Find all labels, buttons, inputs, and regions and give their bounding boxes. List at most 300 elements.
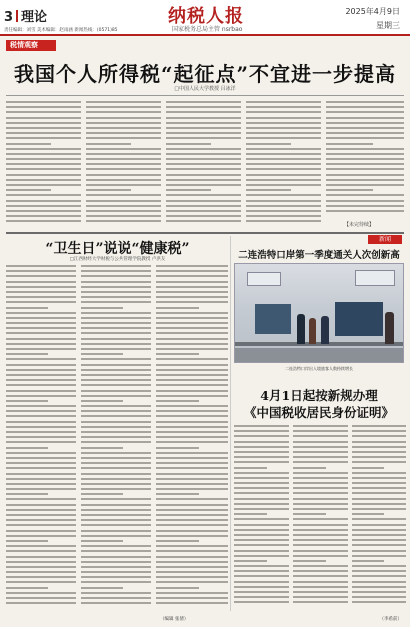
body-text-line [156,478,228,480]
body-text-line [166,106,241,108]
body-text-line [6,509,76,511]
lead-column-2 [86,101,161,226]
body-text-line [81,390,151,392]
body-text-line [234,539,289,541]
body-text-line [6,291,76,293]
body-text-line [6,215,81,217]
body-text-line [81,447,123,449]
body-text-line [156,286,228,288]
body-text-line [6,571,76,573]
body-text-line [166,184,241,186]
body-text-line [6,421,76,423]
body-text-line [156,353,199,355]
body-text-line [6,127,81,129]
body-text-line [246,200,321,202]
body-text-line [166,215,241,217]
body-text-line [6,566,76,568]
lead-story-byline: □中国人民大学教授 吕冰洋 [174,86,236,92]
body-text-line [6,174,81,176]
body-text-line [156,447,199,449]
body-text-line [81,405,151,407]
body-text-line [6,364,76,366]
body-text-line [156,597,228,599]
body-text-line [352,555,406,557]
body-text-line [293,601,348,603]
body-text-line [352,503,406,505]
body-text-line [6,312,76,314]
body-text-line [234,508,289,510]
second-story-byline: □江西财经大学财税与公共管理学院教授 卢洪友 [69,257,166,262]
body-text-line [156,322,228,324]
body-text-line [166,174,241,176]
body-text-line [156,462,228,464]
body-text-line [81,602,151,604]
body-text-line [293,451,348,453]
body-text-line [246,153,321,155]
body-text-line [234,601,289,603]
body-text-line [156,488,228,490]
lead-column-5 [326,101,404,215]
body-text-line [156,576,228,578]
body-text-line [6,148,81,150]
third-story-title [232,387,406,421]
body-text-line [6,220,81,222]
body-text-line [6,317,76,319]
body-text-line [6,189,51,191]
body-text-line [156,307,199,309]
body-text-line [6,457,76,459]
body-text-line [293,482,348,484]
body-text-line [81,327,151,329]
body-text-line [166,122,241,124]
body-text-line [352,492,406,494]
body-text-line [246,127,321,129]
body-text-line [6,153,81,155]
body-text-line [352,513,384,515]
body-text-line [352,482,406,484]
body-text-line [293,550,348,552]
lead-story-tag: 税情观察 [6,40,56,51]
body-text-line [156,457,228,459]
body-text-line [81,400,123,402]
lead-title-rule [6,95,404,96]
body-text-line [81,514,151,516]
column-separator [230,236,231,611]
body-text-line [352,575,406,577]
body-text-line [166,205,241,207]
body-text-line [234,596,289,598]
body-text-line [246,205,321,207]
body-text-line [6,307,48,309]
body-text-line [6,168,81,170]
body-text-line [293,498,348,500]
body-text-line [6,452,76,454]
body-text-line [6,493,48,495]
body-text-line [81,571,151,573]
body-text-line [352,461,406,463]
body-text-line [156,343,228,345]
body-text-line [81,436,151,438]
body-text-line [156,405,228,407]
body-text-line [86,137,161,139]
body-text-line [6,137,81,139]
body-text-line [293,461,348,463]
body-text-line [156,374,228,376]
body-text-line [156,317,228,319]
body-text-line [234,550,289,552]
body-text-line [246,158,321,160]
body-text-line [326,117,404,119]
body-text-line [6,592,76,594]
second-column-2 [81,265,151,607]
body-text-line [166,168,241,170]
body-text-line [293,425,348,427]
body-text-line [293,539,348,541]
body-text-line [234,461,289,463]
body-text-line [81,519,151,521]
editor-credits: 责任编辑：刘雪 美术编辑：赵雨涵 新闻热线：(0571)85 [4,28,118,33]
body-text-line [156,281,228,283]
body-text-line [86,189,131,191]
body-text-line [81,493,123,495]
body-text-line [166,189,211,191]
body-text-line [234,529,289,531]
body-text-line [6,163,81,165]
body-text-line [6,205,81,207]
body-text-line [156,421,228,423]
body-text-line [166,137,241,139]
body-text-line [81,369,151,371]
body-text-line [81,317,151,319]
body-text-line [6,275,76,277]
body-text-line [6,265,76,267]
body-text-line [156,509,228,511]
body-text-line [326,174,404,176]
body-text-line [156,441,228,443]
body-text-line [6,132,81,134]
body-text-line [352,441,406,443]
body-text-line [86,179,161,181]
body-text-line [81,535,151,537]
body-text-line [81,281,151,283]
body-text-line [246,215,321,217]
photo-booth [255,304,291,334]
body-text-line [81,291,151,293]
body-text-line [6,358,76,360]
body-text-line [326,158,404,160]
body-text-line [81,312,151,314]
body-text-line [86,153,161,155]
masthead-title: 纳税人报 [168,6,244,27]
body-text-line [234,492,289,494]
body-text-line [6,447,48,449]
body-text-line [6,296,76,298]
body-text-line [6,514,76,516]
body-text-line [156,296,228,298]
body-text-line [156,332,228,334]
body-text-line [6,545,76,547]
body-text-line [86,117,161,119]
body-text-line [293,518,348,520]
body-text-line [81,301,151,303]
body-text-line [156,338,228,340]
body-text-line [6,200,81,202]
body-text-line [234,575,289,577]
body-text-line [352,451,406,453]
body-text-line [246,179,321,181]
body-text-line [6,530,76,532]
body-text-line [234,456,289,458]
body-text-line [6,374,76,376]
body-text-line [326,101,404,103]
body-text-line [326,179,404,181]
body-text-line [81,597,151,599]
body-text-line [6,535,76,537]
body-text-line [156,410,228,412]
issue-date [345,5,400,33]
body-text-line [156,556,228,558]
body-text-line [293,503,348,505]
body-text-line [352,446,406,448]
body-text-line [234,524,289,526]
third-story-end-note: （李希前） [379,617,402,622]
body-text-line [326,153,404,155]
body-text-line [6,498,76,500]
body-text-line [86,194,161,196]
body-text-line [81,488,151,490]
issue-weekday: 星期三 [376,21,400,30]
body-text-line [352,467,384,469]
body-text-line [81,473,151,475]
body-text-line [166,143,211,145]
body-text-line [6,431,76,433]
body-text-line [6,194,81,196]
body-text-line [6,117,81,119]
body-text-line [86,215,161,217]
body-text-line [326,194,404,196]
body-text-line [234,441,289,443]
body-text-line [6,327,76,329]
body-text-line [246,168,321,170]
body-text-line [6,348,76,350]
body-text-line [352,498,406,500]
section-name: 理论 [21,10,48,25]
body-text-line [6,576,76,578]
body-text-line [326,148,404,150]
body-text-line [293,456,348,458]
body-text-line [81,265,151,267]
body-text-line [293,565,348,567]
body-text-line [293,467,326,469]
second-column-3 [156,265,228,607]
body-text-line [6,488,76,490]
second-story-end-note: （编辑 张倩） [160,617,189,622]
photo-story-tag: 新闻 [368,235,402,244]
body-text-line [352,508,406,510]
body-text-line [166,127,241,129]
body-text-line [326,132,404,134]
body-text-line [86,220,161,222]
body-text-line [6,332,76,334]
body-text-line [156,504,228,506]
body-text-line [352,550,406,552]
body-text-line [81,348,151,350]
body-text-line [166,158,241,160]
body-text-line [6,400,48,402]
body-text-line [246,189,291,191]
body-text-line [156,384,228,386]
body-text-line [6,379,76,381]
body-text-line [156,545,228,547]
body-text-line [81,462,151,464]
body-text-line [6,519,76,521]
body-text-line [156,426,228,428]
body-text-line [156,348,228,350]
body-text-line [81,421,151,423]
body-text-line [352,456,406,458]
body-text-line [81,338,151,340]
body-text-line [86,127,161,129]
body-text-line [352,435,406,437]
body-text-line [156,524,228,526]
body-text-line [156,358,228,360]
body-text-line [326,184,404,186]
lead-column-3 [166,101,241,226]
body-text-line [293,472,348,474]
body-text-line [166,132,241,134]
body-text-line [81,364,151,366]
body-text-line [234,498,289,500]
body-text-line [86,184,161,186]
body-text-line [81,576,151,578]
body-text-line [246,194,321,196]
body-text-line [81,426,151,428]
body-text-line [6,270,76,272]
body-text-line [326,111,404,113]
body-text-line [293,570,348,572]
body-text-line [234,425,289,427]
body-text-line [6,483,76,485]
body-text-line [166,179,241,181]
section-divider [16,10,18,22]
body-text-line [352,565,406,567]
body-text-line [166,117,241,119]
body-text-line [156,390,228,392]
body-text-line [293,586,348,588]
body-text-line [6,462,76,464]
body-text-line [6,436,76,438]
third-column-3 [352,425,406,607]
page-number: 3 [4,10,14,25]
body-text-line [234,555,289,557]
body-text-line [81,296,151,298]
body-text-line [293,435,348,437]
body-text-line [6,540,48,542]
body-text-line [246,143,291,145]
body-text-line [234,534,289,536]
photo-screen [355,270,395,286]
photo-traveller [321,316,329,344]
body-text-line [81,431,151,433]
body-text-line [352,544,406,546]
body-text-line [234,430,289,432]
body-text-line [352,591,406,593]
photo-floor [235,348,404,363]
body-text-line [326,137,404,139]
body-text-line [6,111,81,113]
body-text-line [6,587,48,589]
body-text-line [293,492,348,494]
body-text-line [352,518,406,520]
body-text-line [326,163,404,165]
lead-column-1 [6,101,81,226]
body-text-line [166,200,241,202]
body-text-line [6,143,51,145]
body-text-line [326,200,404,202]
body-text-line [352,581,406,583]
body-text-line [6,473,76,475]
body-text-line [156,530,228,532]
body-text-line [156,483,228,485]
body-text-line [293,524,348,526]
body-text-line [81,566,151,568]
body-text-line [81,587,123,589]
body-text-line [81,353,123,355]
body-text-line [234,581,289,583]
body-text-line [246,101,321,103]
body-text-line [81,275,151,277]
body-text-line [6,106,81,108]
body-text-line [6,410,76,412]
body-text-line [86,210,161,212]
body-text-line [156,395,228,397]
body-text-line [234,487,289,489]
body-text-line [6,158,81,160]
body-text-line [6,524,76,526]
body-text-line [81,467,151,469]
body-text-line [234,446,289,448]
body-text-line [156,452,228,454]
body-text-line [246,122,321,124]
body-text-line [234,472,289,474]
body-text-line [293,430,348,432]
body-text-line [352,534,406,536]
body-text-line [246,111,321,113]
body-text-line [81,556,151,558]
body-text-line [156,431,228,433]
body-text-line [326,127,404,129]
body-text-line [6,301,76,303]
lead-story-title: 我国个人所得税“起征点”不宜进一步提高 [13,62,396,86]
body-text-line [326,189,373,191]
port-hall-photo [234,263,404,363]
body-text-line [326,168,404,170]
body-text-line [156,566,228,568]
body-text-line [352,596,406,598]
body-text-line [166,163,241,165]
photo-traveller [385,312,394,344]
body-text-line [352,560,384,562]
body-text-line [81,395,151,397]
lead-bottom-rule [6,232,404,234]
third-column-2 [293,425,348,607]
lead-column-4 [246,101,321,226]
body-text-line [293,508,348,510]
body-text-line [86,122,161,124]
body-text-line [6,353,48,355]
body-text-line [6,369,76,371]
body-text-line [246,148,321,150]
